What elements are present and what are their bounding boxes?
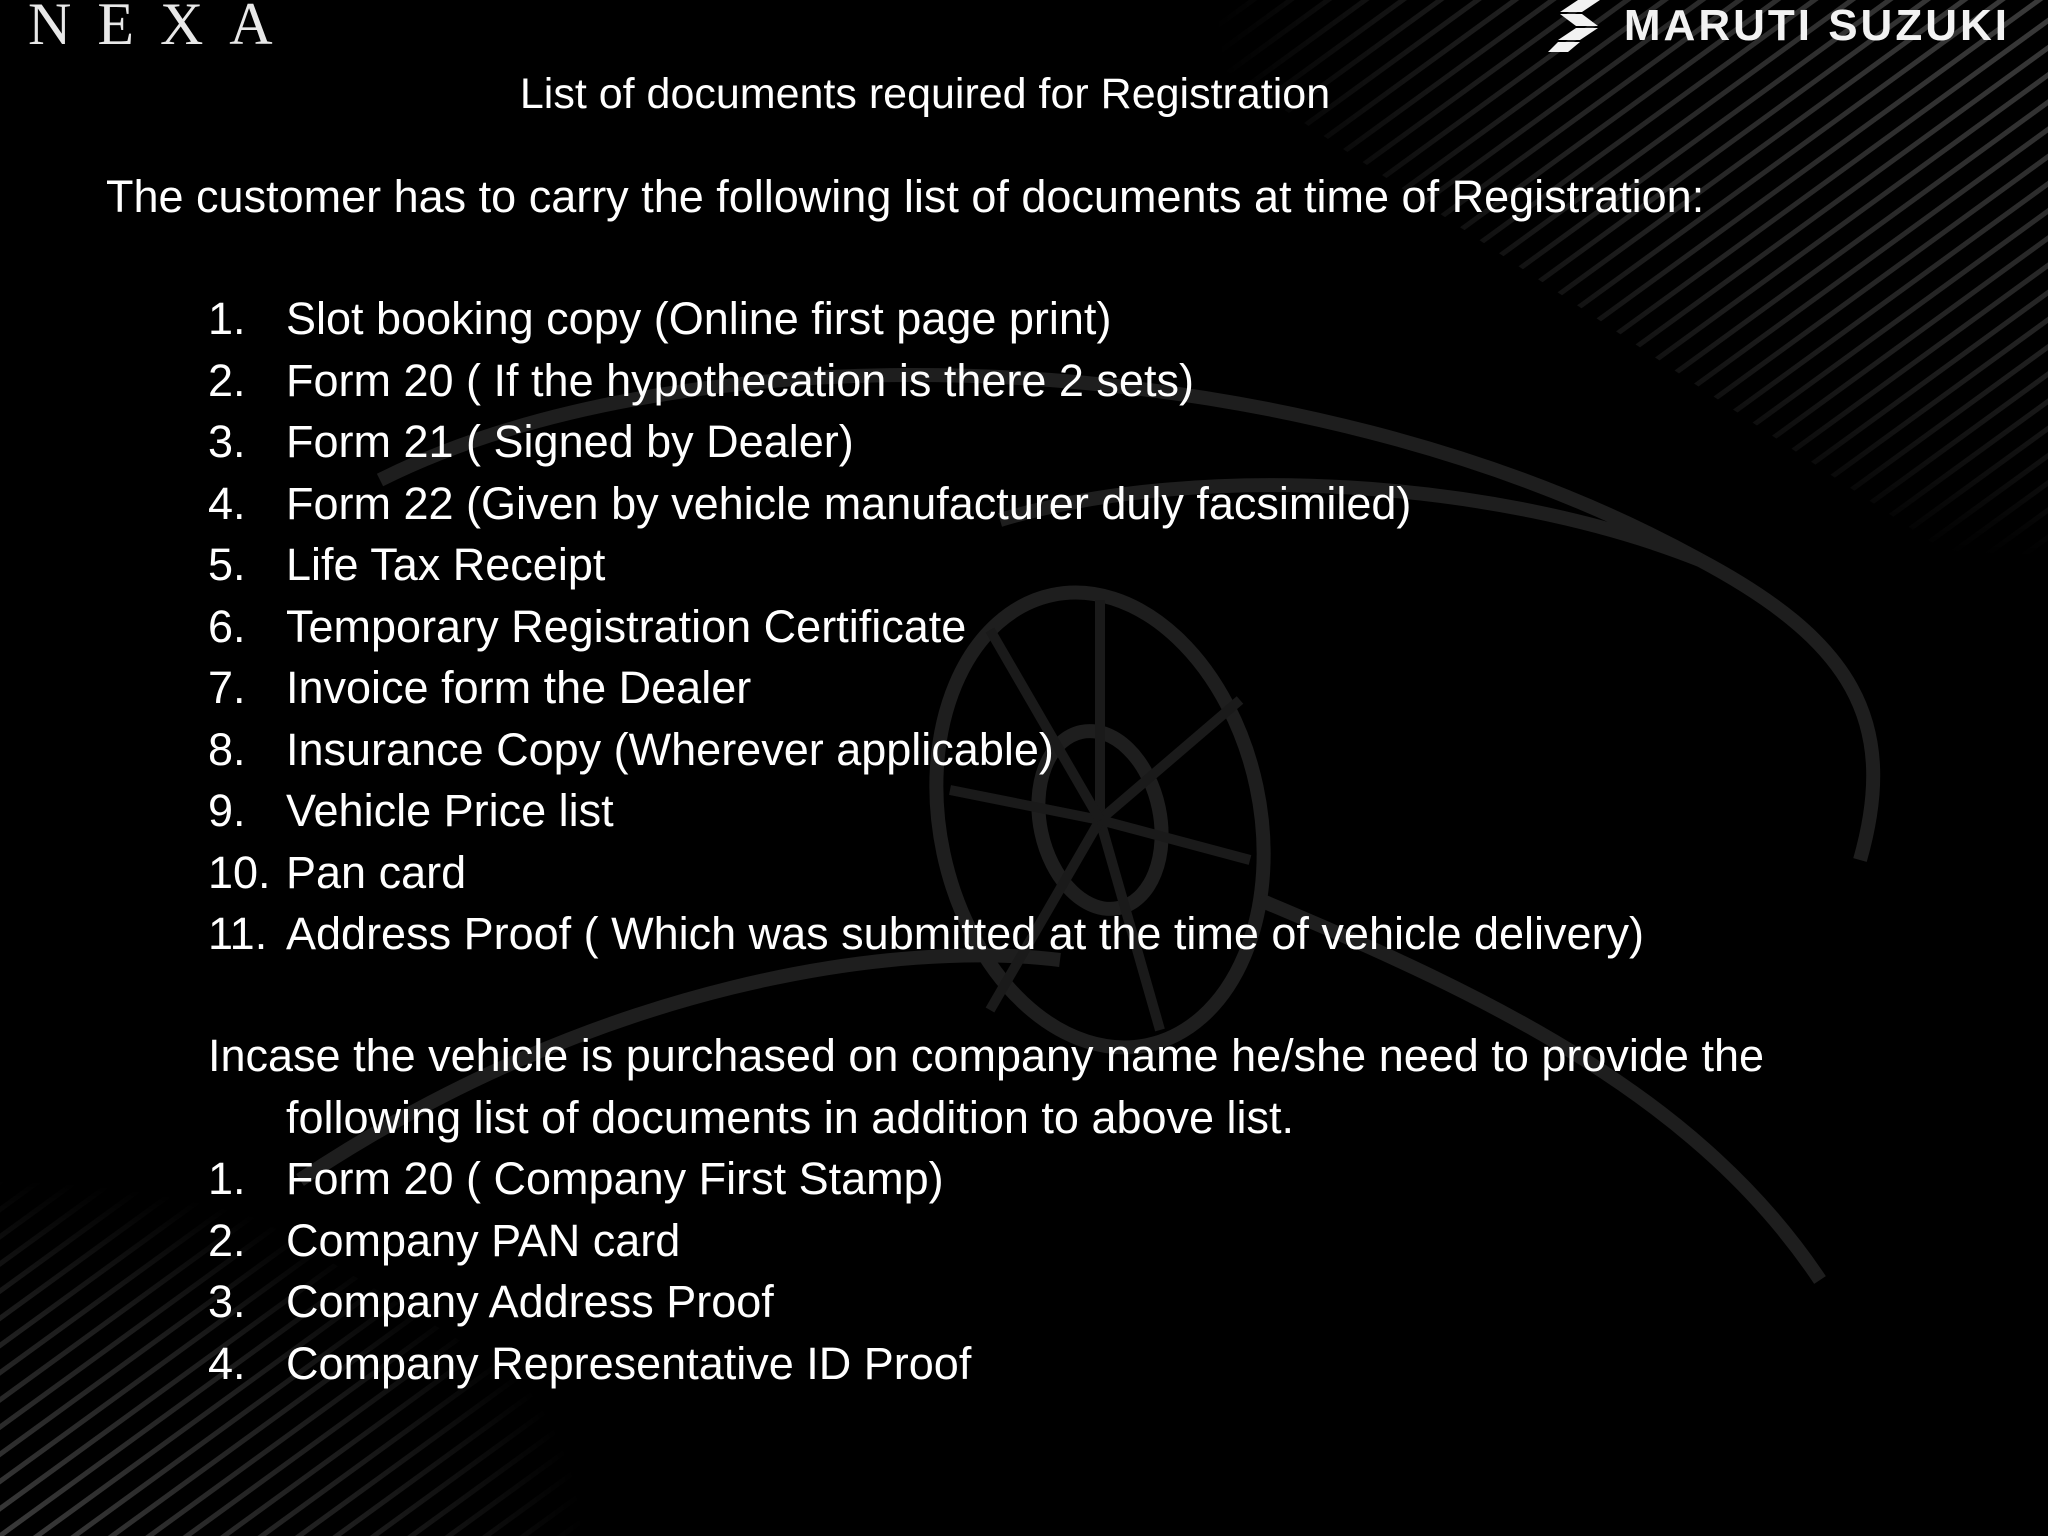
list-item-number: 7. bbox=[208, 662, 246, 713]
list-item-number: 11. bbox=[208, 908, 268, 959]
list-item-text: Company Representative ID Proof bbox=[286, 1337, 972, 1389]
list-item-number: 1. bbox=[208, 293, 246, 344]
list-item-text: Form 20 ( Company First Stamp) bbox=[286, 1153, 944, 1204]
list-item-number: 2. bbox=[208, 1214, 246, 1266]
list-item bbox=[208, 719, 1644, 781]
list-item bbox=[208, 288, 1644, 350]
list-item-text: Invoice form the Dealer bbox=[286, 662, 752, 713]
list-item-number: 8. bbox=[208, 723, 246, 775]
list-item-number: 3. bbox=[208, 416, 246, 467]
list-item bbox=[208, 350, 1644, 412]
list-item-number: 4. bbox=[208, 1337, 246, 1389]
maruti-suzuki-wordmark: MARUTI SUZUKI bbox=[1623, 1, 2010, 50]
list-item-number: 2. bbox=[208, 354, 246, 406]
list-item bbox=[208, 842, 1644, 904]
list-item bbox=[208, 473, 1644, 535]
list-item-text: Life Tax Receipt bbox=[286, 539, 606, 590]
required-documents-list bbox=[208, 288, 1644, 965]
list-item-number: 3. bbox=[208, 1276, 246, 1327]
list-item-text: Vehicle Price list bbox=[286, 785, 614, 836]
list-item-text: Pan card bbox=[286, 846, 467, 898]
list-item bbox=[208, 780, 1644, 842]
list-item-number: 4. bbox=[208, 477, 246, 529]
list-item-text: Temporary Registration Certificate bbox=[286, 600, 967, 652]
suzuki-s-icon bbox=[1548, 0, 1610, 52]
list-item-number: 9. bbox=[208, 785, 246, 836]
list-item bbox=[208, 903, 1644, 965]
list-item-text: Slot booking copy (Online first page print) bbox=[286, 293, 1112, 344]
nexa-logo: NEXA bbox=[28, 0, 299, 57]
list-item-text: Form 22 (Given by vehicle manufacturer duly facsimiled) bbox=[286, 477, 1412, 529]
list-item bbox=[208, 1210, 971, 1272]
list-item-text: Insurance Copy (Wherever applicable) bbox=[286, 723, 1054, 775]
list-item-number: 6. bbox=[208, 600, 246, 652]
company-documents-list bbox=[208, 1148, 971, 1394]
list-item bbox=[208, 1148, 971, 1210]
company-note-line-1: Incase the vehicle is purchased on company name he/she need to provide the bbox=[208, 1030, 1764, 1081]
list-item bbox=[208, 411, 1644, 473]
list-item-number: 1. bbox=[208, 1153, 246, 1204]
list-item-text: Address Proof ( Which was submitted at the time of vehicle delivery) bbox=[286, 908, 1645, 959]
list-item-text: Form 20 ( If the hypothecation is there 2 sets) bbox=[286, 354, 1194, 406]
maruti-suzuki-logo bbox=[1548, 0, 2010, 52]
list-item-number: 10. bbox=[208, 846, 271, 898]
list-item-number: 5. bbox=[208, 539, 246, 590]
company-note-line-2: following list of documents in addition to above list. bbox=[286, 1091, 1295, 1143]
company-purchase-note bbox=[208, 1025, 1908, 1148]
list-item bbox=[208, 596, 1644, 658]
intro-text: The customer has to carry the following list of documents at time of Registration: bbox=[106, 171, 1705, 222]
list-item-text: Company Address Proof bbox=[286, 1276, 774, 1327]
list-item bbox=[208, 1333, 971, 1395]
list-item bbox=[208, 657, 1644, 719]
list-item-text: Company PAN card bbox=[286, 1214, 681, 1266]
slide-title: List of documents required for Registration bbox=[519, 70, 1331, 118]
list-item-text: Form 21 ( Signed by Dealer) bbox=[286, 416, 854, 467]
list-item bbox=[208, 534, 1644, 596]
list-item bbox=[208, 1271, 971, 1333]
